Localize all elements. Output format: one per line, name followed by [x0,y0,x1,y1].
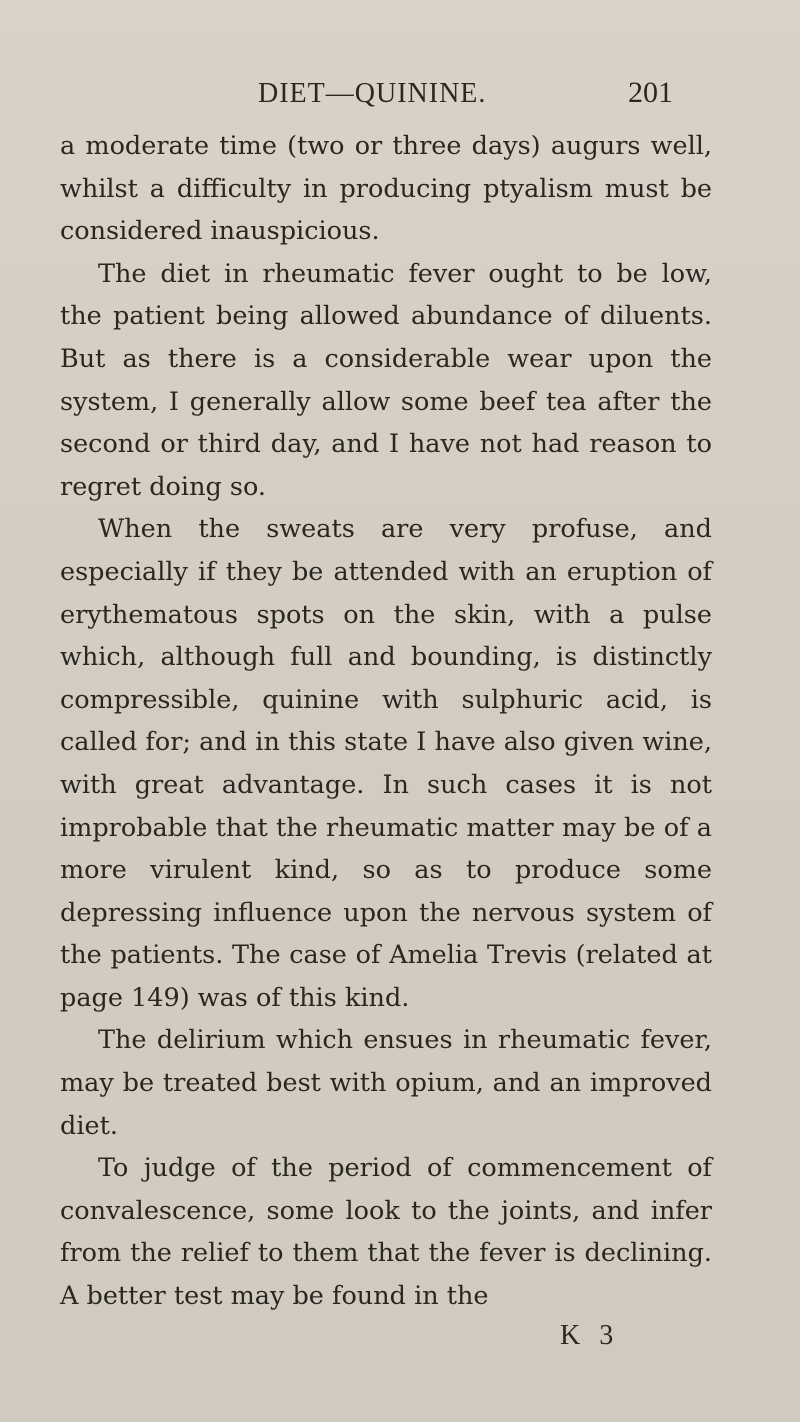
paragraph-continuation: a moderate time (two or three days) augurs well, whilst a difficulty in producing ptyalism must be considered inauspicious. [60,131,712,247]
paragraph-delirium: The delirium which ensues in rheumatic fever, may be treated best with opium, and an improved diet. [60,1025,712,1141]
body-text [60,125,712,1318]
paragraph-diet: The diet in rheumatic fever ought to be low, the patient being allowed abundance of diluents. But as there is a considerable wear upon the system, I generally allow some beef tea after the second or third day, and I have not had reason to regret doing so. [60,258,712,502]
paragraph-sweats: When the sweats are very profuse, and especially if they be attended with an eruption of erythematous spots on the skin, with a pulse which, although full and bounding, is distinctly compressible, quinine with sulphuric acid, is called for; and in this state I have also given wine, with great advantage. In such cases it is not improbable that the rheumatic matter may be of a more virulent kind, so as to produce some depressing influence upon the nervous system of the patients. The case of Amelia Trevis (related at page 149) was of this kind. [60,514,712,1013]
paragraph-convalescence: To judge of the period of commencement of convalescence, some look to the joints, and infer from the relief to them that the fever is declining. A better test may be found in the [60,1153,712,1312]
running-title: DIET—QUININE. [258,78,487,109]
page-number: 201 [628,76,673,109]
page-header [0,70,800,120]
signature-mark: K 3 [560,1320,620,1351]
